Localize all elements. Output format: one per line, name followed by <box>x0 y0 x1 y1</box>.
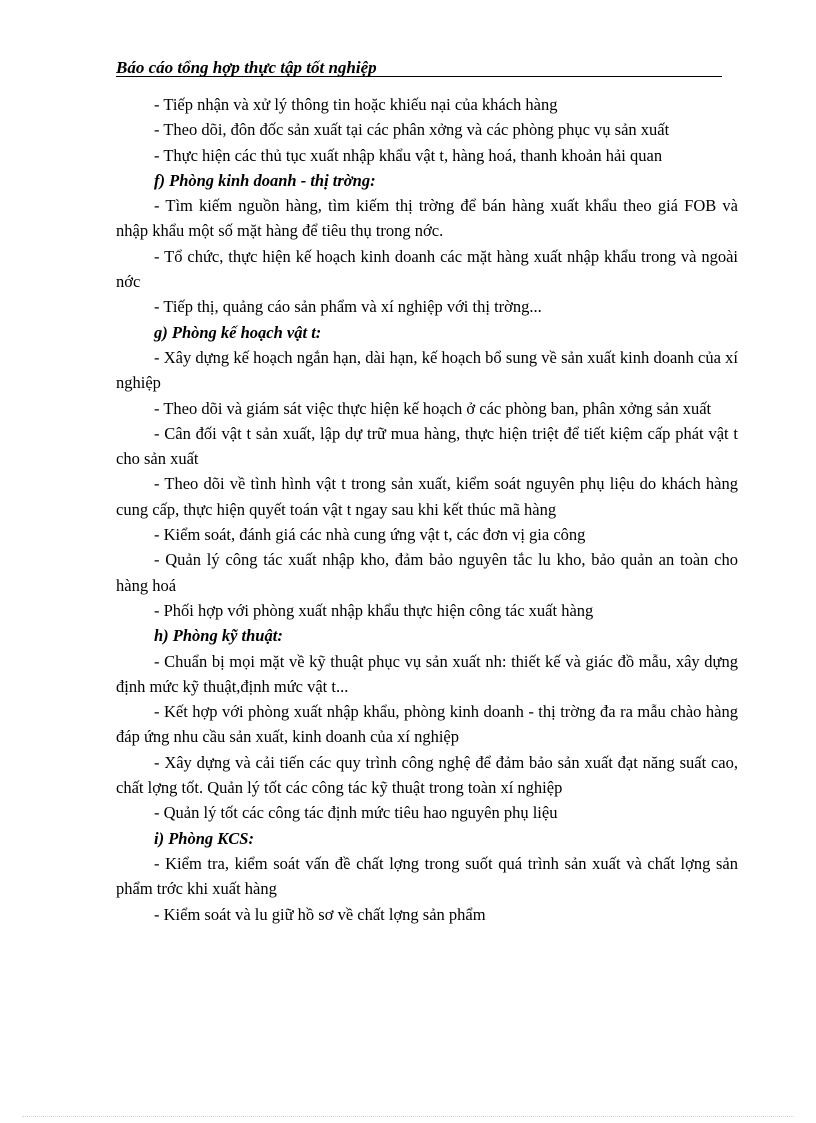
paragraph: - Kết hợp với phòng xuất nhập khẩu, phòng kinh doanh - thị trờng đa ra mẫu chào hàng đáp ứng nhu cầu sản xuất, kinh doanh của xí nghiệp <box>116 702 738 747</box>
paragraph: - Theo dõi, đôn đốc sản xuất tại các phân xởng và các phòng phục vụ sản xuất <box>154 120 670 140</box>
paragraph: - Kiểm soát và lu giữ hồ sơ về chất lợng sản phẩm <box>154 904 486 924</box>
paragraph: - Tìm kiếm nguồn hàng, tìm kiếm thị trờng để bán hàng xuất khẩu theo giá FOB và nhập khẩu một số mặt hàng để tiêu thụ trong nớc. <box>116 196 738 241</box>
section-heading: f) Phòng kinh doanh - thị trờng: <box>154 170 376 190</box>
paragraph: - Theo dõi về tình hình vật t trong sản xuất, kiểm soát nguyên phụ liệu do khách hàng cung cấp, thực hiện quyết toán vật t ngay sau khi kết thúc mã hàng <box>116 474 738 519</box>
paragraph: - Cân đối vật t sản xuất, lập dự trữ mua hàng, thực hiện triệt để tiết kiệm cấp phát vật t cho sản xuất <box>116 423 738 469</box>
header-title: Báo cáo tổng hợp thực tập tốt nghiệp <box>116 58 377 77</box>
paragraph: - Xây dựng và cải tiến các quy trình công nghệ để đảm bảo sản xuất đạt năng suất cao, chất lợng tốt. Quản lý tốt các công tác kỹ thuật trong toàn xí nghiệp <box>116 752 738 798</box>
section-heading: h) Phòng kỹ thuật: <box>154 626 283 646</box>
paragraph: - Tiếp thị, quảng cáo sản phẩm và xí nghiệp với thị trờng... <box>154 297 542 317</box>
section-heading: g) Phòng kế hoạch vật t: <box>154 322 322 342</box>
paragraph: - Quản lý tốt các công tác định mức tiêu hao nguyên phụ liệu <box>154 803 558 823</box>
document-body <box>116 92 738 927</box>
paragraph: - Tiếp nhận và xử lý thông tin hoặc khiếu nại của khách hàng <box>154 95 558 114</box>
footer-divider <box>22 1116 794 1117</box>
paragraph: - Kiểm soát, đánh giá các nhà cung ứng vật t, các đơn vị gia công <box>154 525 586 545</box>
paragraph: - Tổ chức, thực hiện kế hoạch kinh doanh các mặt hàng xuất nhập khẩu trong và ngoài nớc <box>116 246 738 292</box>
paragraph: - Phối hợp với phòng xuất nhập khẩu thực hiện công tác xuất hàng <box>154 600 594 620</box>
paragraph: - Thực hiện các thủ tục xuất nhập khẩu vật t, hàng hoá, thanh khoản hải quan <box>154 145 663 165</box>
paragraph: - Chuẩn bị mọi mặt về kỹ thuật phục vụ sản xuất nh: thiết kế và giác đồ mẫu, xây dựng định mức kỹ thuật,định mức vật t... <box>116 651 738 696</box>
paragraph: - Quản lý công tác xuất nhập kho, đảm bảo nguyên tắc lu kho, bảo quản an toàn cho hàng hoá <box>116 550 738 595</box>
paragraph: - Xây dựng kế hoạch ngắn hạn, dài hạn, kế hoạch bổ sung về sản xuất kinh doanh của xí nghiệp <box>116 347 738 393</box>
paragraph: - Kiểm tra, kiểm soát vấn đề chất lợng trong suốt quá trình sản xuất và chất lợng sản phẩm trớc khi xuất hàng <box>116 853 738 899</box>
paragraph: - Theo dõi và giám sát việc thực hiện kế hoạch ở các phòng ban, phân xởng sản xuất <box>154 398 712 418</box>
section-heading: i) Phòng KCS: <box>154 828 254 848</box>
page-header <box>116 54 722 77</box>
